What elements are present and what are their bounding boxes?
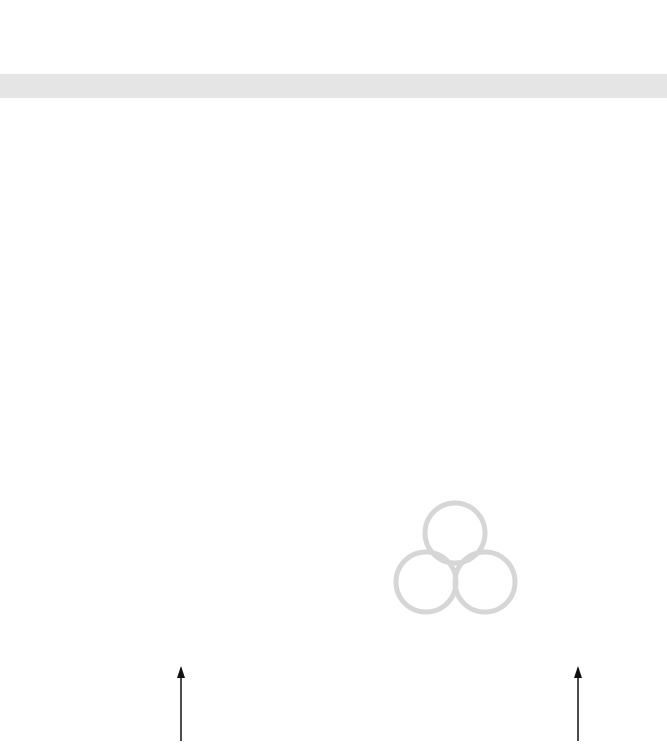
scan-shadow-band xyxy=(0,74,667,98)
right-arrow-icon xyxy=(574,666,582,742)
deq-watermark-logo xyxy=(396,503,515,612)
footer-strip xyxy=(0,741,667,755)
left-arrow-icon xyxy=(177,666,185,742)
